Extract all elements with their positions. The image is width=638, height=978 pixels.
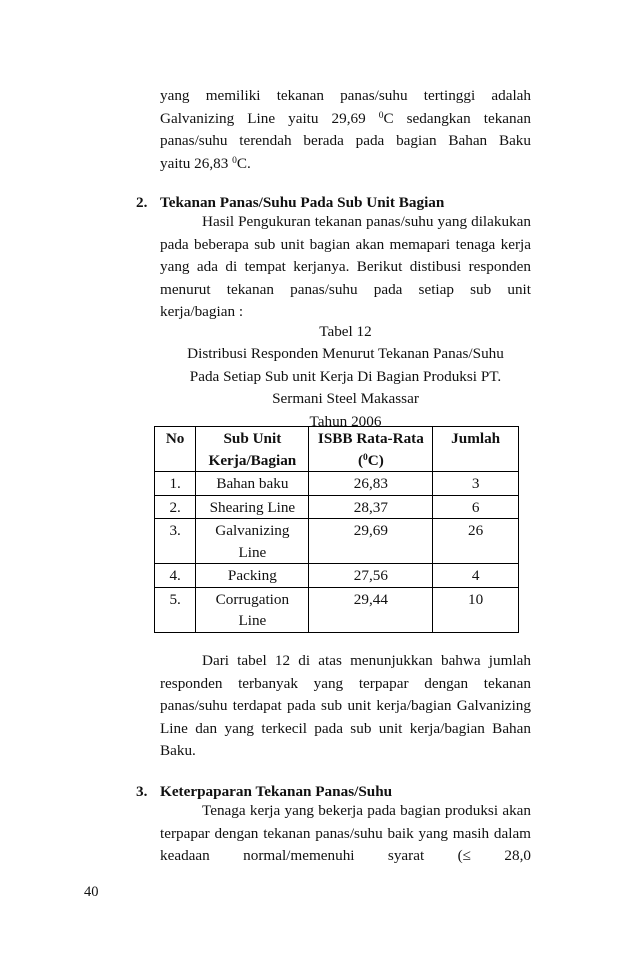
row-unit: Galvanizing Line bbox=[196, 519, 309, 564]
row-no: 1. bbox=[155, 472, 196, 496]
table-row bbox=[155, 495, 519, 519]
row-isbb: 27,56 bbox=[309, 564, 433, 588]
table-caption-line-3: Sermani Steel Makassar bbox=[272, 390, 419, 408]
row-jumlah: 26 bbox=[433, 519, 519, 564]
table-row bbox=[155, 564, 519, 588]
row-no: 3. bbox=[155, 519, 196, 564]
intro-line-4: yaitu 26,83 $^0$C. bbox=[160, 154, 251, 172]
section-3-paragraph: Tenaga kerja yang bekerja pada bagian produksi akan terpapar dengan tekanan panas/suhu baik yang masih dalam keadaan normal/memenuhi syarat (≤ 28,0 bbox=[160, 802, 531, 865]
row-jumlah: 10 bbox=[433, 587, 519, 632]
table-label: Tabel 12 bbox=[319, 323, 372, 340]
table-caption bbox=[160, 321, 531, 433]
table-caption-line-2: Pada Setiap Sub unit Kerja Di Bagian Produksi PT. bbox=[189, 367, 502, 385]
section-2-heading bbox=[136, 194, 444, 212]
page-number: 40 bbox=[84, 884, 99, 900]
table-interpretation-paragraph: Dari tabel 12 di atas menunjukkan bahwa jumlah responden terbanyak yang terpapar dengan tekanan panas/suhu terdapat pada sub unit kerja/bagian Galvanizing Line dan yang terkecil pada sub unit kerja/bagian Bahan Baku. bbox=[160, 652, 531, 760]
section-2-title: Tekanan Panas/Suhu Pada Sub Unit Bagian bbox=[160, 194, 445, 211]
section-2-number: 2. bbox=[136, 194, 148, 211]
row-unit: Corrugation Line bbox=[196, 587, 309, 632]
row-unit: Packing bbox=[196, 564, 309, 588]
table-row bbox=[155, 587, 519, 632]
section-3-title: Keterpaparan Tekanan Panas/Suhu bbox=[160, 783, 393, 800]
row-no: 4. bbox=[155, 564, 196, 588]
row-isbb: 29,69 bbox=[309, 519, 433, 564]
header-no: No bbox=[155, 427, 196, 472]
table-caption-line-1: Distribusi Responden Menurut Tekanan Panas/Suhu bbox=[187, 345, 504, 363]
row-no: 2. bbox=[155, 495, 196, 519]
row-jumlah: 3 bbox=[433, 472, 519, 496]
distribution-table bbox=[154, 426, 519, 633]
header-jumlah: Jumlah bbox=[433, 427, 519, 472]
row-jumlah: 4 bbox=[433, 564, 519, 588]
row-jumlah: 6 bbox=[433, 495, 519, 519]
header-isbb: ISBB Rata-Rata ($^0$C) bbox=[309, 427, 433, 472]
row-isbb: 29,44 bbox=[309, 587, 433, 632]
table-caption-line-4: Tahun 2006 bbox=[309, 412, 382, 430]
section-3-heading bbox=[136, 783, 392, 801]
intro-paragraph bbox=[160, 85, 531, 175]
table-row bbox=[155, 519, 519, 564]
table-header-row bbox=[155, 427, 519, 472]
intro-line-2: Galvanizing Line yaitu 29,69 $^0$C sedangkan tekanan bbox=[160, 109, 531, 127]
intro-line-1: yang memiliki tekanan panas/suhu tertinggi adalah bbox=[160, 87, 531, 104]
row-isbb: 28,37 bbox=[309, 495, 433, 519]
row-unit: Bahan baku bbox=[196, 472, 309, 496]
section-2-paragraph: Hasil Pengukuran tekanan panas/suhu yang dilakukan pada beberapa sub unit bagian akan memapari tenaga kerja yang ada di tempat kerjanya. Berikut distibusi responden menurut tekanan panas/suhu pada setiap sub unit kerja/bagian : bbox=[160, 213, 531, 321]
row-isbb: 26,83 bbox=[309, 472, 433, 496]
table-row bbox=[155, 472, 519, 496]
row-no: 5. bbox=[155, 587, 196, 632]
section-3-number: 3. bbox=[136, 783, 148, 800]
row-unit: Shearing Line bbox=[196, 495, 309, 519]
header-sub-unit: Sub Unit Kerja/Bagian bbox=[196, 427, 309, 472]
intro-line-3: panas/suhu terendah berada pada bagian Bahan Baku bbox=[160, 132, 531, 150]
